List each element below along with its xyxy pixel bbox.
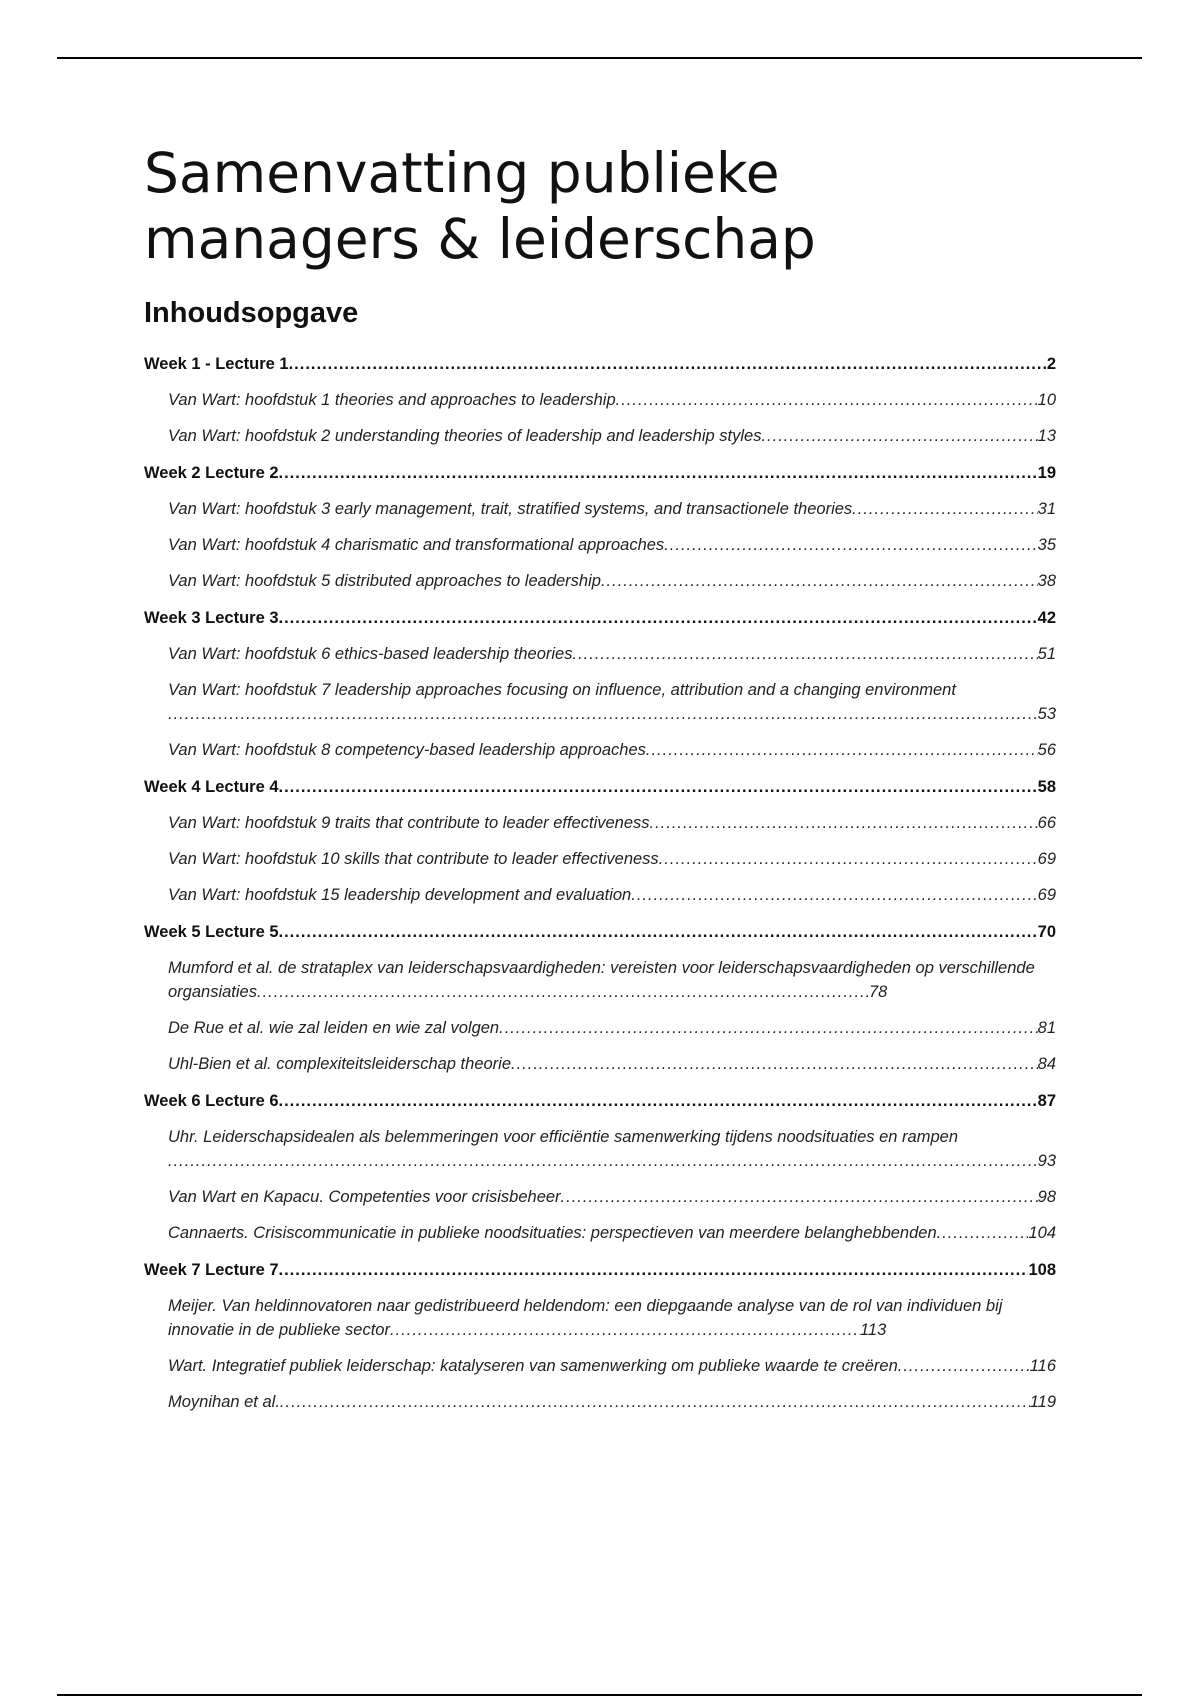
toc-leader-dots [650,811,1038,835]
toc-leader-dots [511,1052,1038,1076]
toc-entry-label: Van Wart: hoofdstuk 7 leadership approaches focusing on influence, attribution and a changing environment [168,681,956,699]
toc-page-number: 19 [1037,464,1056,482]
toc-page-number: 104 [1028,1224,1056,1242]
toc-page-number: 35 [1037,536,1056,554]
toc-page-number: 69 [1037,886,1056,904]
toc-entry[interactable] [144,1052,1056,1076]
toc-entry-label: Week 4 Lecture 4 [144,778,279,796]
toc-entry-label: Van Wart: hoofdstuk 10 skills that contribute to leader effectiveness [168,850,659,868]
toc-entry-label: Cannaerts. Crisiscommunicatie in publieke noodsituaties: perspectieven van meerdere belanghebbenden [168,1224,937,1242]
toc-section [144,1089,1056,1245]
toc-entry-week[interactable] [144,1089,1056,1113]
toc-leader-dots [279,775,1038,799]
toc-leader-dots [279,920,1038,944]
toc-entry-label: Week 2 Lecture 2 [144,464,279,482]
toc-page-number: 13 [1037,427,1056,445]
toc-entry[interactable] [144,1185,1056,1209]
toc-section [144,920,1056,1076]
toc-entry-label: Meijer. Van heldinnovatoren naar gedistribueerd heldendom: een diepgaande analyse van de rol van individuen bij innovatie in de publieke sector [168,1297,1003,1339]
toc-leader-dots [664,533,1037,557]
toc-page-number: 98 [1037,1188,1056,1206]
toc-leader-dots [561,1185,1038,1209]
toc-entry[interactable] [144,533,1056,557]
toc-leader-dots [659,847,1038,871]
toc-entry[interactable] [144,1016,1056,1040]
toc-page-number: 70 [1037,923,1056,941]
toc-leader-dots [279,1089,1038,1113]
toc-entry-label: De Rue et al. wie zal leiden en wie zal volgen [168,1019,500,1037]
toc-entry-label: Van Wart: hoofdstuk 6 ethics-based leadership theories [168,645,573,663]
toc-section [144,352,1056,448]
toc-entry[interactable] [144,569,1056,593]
toc-entry-label: Week 5 Lecture 5 [144,923,279,941]
toc-entry[interactable] [144,497,1056,521]
toc-leader-dots [646,738,1038,762]
toc-entry-label: Van Wart en Kapacu. Competenties voor crisisbeheer [168,1188,561,1206]
toc-entry[interactable] [144,811,1056,835]
toc-page-number: 93 [1037,1152,1056,1170]
toc-section [144,606,1056,762]
toc-entry-label: Van Wart: hoofdstuk 8 competency-based leadership approaches [168,741,646,759]
toc-entry[interactable] [144,883,1056,907]
toc-leader-dots [390,1318,860,1342]
toc-entry-week[interactable] [144,1258,1056,1282]
toc-entry-week[interactable] [144,775,1056,799]
toc-heading: Inhoudsopgave [144,297,359,329]
toc-leader-dots [280,1390,1030,1414]
toc-leader-dots [631,883,1037,907]
toc-entry-week[interactable] [144,352,1056,376]
toc-leader-dots [289,352,1047,376]
toc-section [144,461,1056,593]
toc-leader-dots [168,1149,1038,1173]
toc-leader-dots [761,424,1037,448]
toc-entry-week[interactable] [144,606,1056,630]
toc-leader-dots [898,1354,1030,1378]
toc-entry-label: Mumford et al. de strataplex van leiderschapsvaardigheden: vereisten voor leiderschapsvaardigheden op verschillende organsiaties [168,959,1035,1001]
toc-entry-label: Week 6 Lecture 6 [144,1092,279,1110]
toc-page-number: 113 [859,1321,887,1339]
toc-entry[interactable] [144,678,1056,726]
toc-leader-dots [499,1016,1038,1040]
toc-page-number: 31 [1037,500,1056,518]
toc-entry[interactable] [144,1125,1056,1173]
toc-page-number: 10 [1037,391,1056,409]
toc-page-number: 87 [1037,1092,1056,1110]
toc-entry-label: Uhr. Leiderschapsidealen als belemmeringen voor efficiëntie samenwerking tijdens noodsituaties en rampen [168,1128,958,1146]
toc-page-number: 42 [1037,609,1056,627]
toc-page-number: 69 [1037,850,1056,868]
toc-entry-label: Van Wart: hoofdstuk 1 theories and approaches to leadership [168,391,616,409]
toc-entry[interactable] [144,1221,1056,1245]
toc-entry-label: Week 7 Lecture 7 [144,1261,279,1279]
toc-section [144,775,1056,907]
toc-entry-week[interactable] [144,461,1056,485]
toc-leader-dots [168,702,1038,726]
toc-page-number: 51 [1037,645,1056,663]
toc-entry[interactable] [144,642,1056,666]
toc-entry-label: Wart. Integratief publiek leiderschap: katalyseren van samenwerking om publieke waarde te creëren [168,1357,898,1375]
toc-entry-label: Moynihan et al. [168,1393,280,1411]
toc-page-number: 56 [1037,741,1056,759]
toc-page-number: 66 [1037,814,1056,832]
toc-entry[interactable] [144,738,1056,762]
toc-leader-dots [257,980,869,1004]
toc-section [144,1258,1056,1414]
toc-leader-dots [279,606,1038,630]
toc-entry-label: Van Wart: hoofdstuk 15 leadership development and evaluation [168,886,632,904]
toc-leader-line [168,1149,1056,1173]
toc-entry[interactable] [144,1354,1056,1378]
toc-entry[interactable] [144,424,1056,448]
toc-entry-label: Van Wart: hoofdstuk 9 traits that contribute to leader effectiveness [168,814,650,832]
document-page [144,140,1056,1427]
toc-page-number: 53 [1037,705,1056,723]
toc-page-number: 84 [1037,1055,1056,1073]
toc-page-number: 58 [1037,778,1056,796]
toc-entry-label: Van Wart: hoofdstuk 4 charismatic and transformational approaches [168,536,665,554]
toc-leader-dots [937,1221,1029,1245]
toc-entry[interactable] [144,388,1056,412]
toc-leader-dots [279,1258,1029,1282]
toc-entry[interactable] [144,1390,1056,1414]
toc-entry-label: Van Wart: hoofdstuk 3 early management, trait, stratified systems, and transactionele theories [168,500,853,518]
header-rule [57,57,1142,59]
toc-leader-dots [601,569,1038,593]
toc-entry-label: Van Wart: hoofdstuk 5 distributed approaches to leadership [168,572,601,590]
toc-entry-label: Week 1 - Lecture 1 [144,355,289,373]
toc-leader-dots [616,388,1038,412]
toc-leader-line [168,702,1056,726]
toc-page-number: 108 [1028,1261,1056,1279]
toc-leader-line [168,956,1056,1004]
toc-entry[interactable] [144,1294,1056,1342]
toc-page-number: 78 [868,983,888,1001]
toc-leader-dots [572,642,1037,666]
toc-leader-line [168,1294,1056,1342]
toc-page-number: 2 [1046,355,1056,373]
toc-entry[interactable] [144,847,1056,871]
toc-leader-dots [852,497,1037,521]
table-of-contents [144,352,1056,1414]
toc-page-number: 119 [1029,1393,1056,1411]
toc-page-number: 38 [1037,572,1056,590]
toc-entry-label: Uhl-Bien et al. complexiteitsleiderschap theorie [168,1055,512,1073]
toc-entry-label: Van Wart: hoofdstuk 2 understanding theories of leadership and leadership styles [168,427,762,445]
toc-entry-week[interactable] [144,920,1056,944]
footer-rule [57,1694,1142,1696]
toc-page-number: 116 [1029,1357,1056,1375]
document-title: Samenvatting publieke managers & leiderschap [144,141,816,271]
toc-entry-label: Week 3 Lecture 3 [144,609,279,627]
toc-leader-dots [279,461,1038,485]
toc-entry[interactable] [144,956,1056,1004]
toc-page-number: 81 [1037,1019,1056,1037]
